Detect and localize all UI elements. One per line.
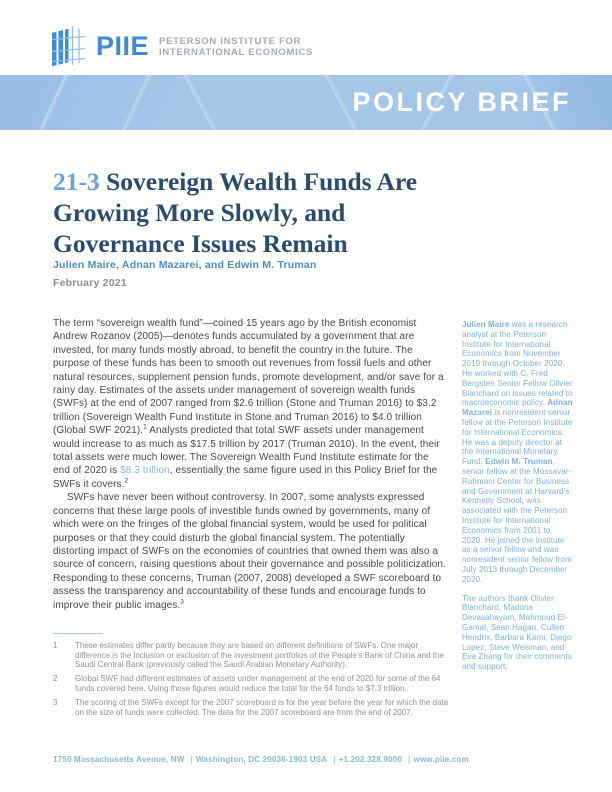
footnote-reference: 2 — [124, 477, 129, 485]
acknowledgments: The authors thank Olivier Blanchard, Madona Devasahayam, Mahmoud El-Gamal, Sean Hagan, Cullen Hendrix, Barbara Karni, Diego Lopez, Steve Weisman, and Eva Zhang for their comments and support. — [462, 593, 572, 672]
footnotes — [53, 641, 455, 722]
footnote-reference: 3 — [180, 598, 185, 606]
footer-address: 1750 Massachusetts Avenue, NW — [53, 755, 185, 764]
text-segment: was a research analyst at the Peterson Institute for International Economics from November 2019 through October 2020. He worked with C. Fred Bergsten Senior Fellow Olivier Blanchard on issues related to macroeconomic policy. — [462, 320, 573, 408]
footnote-2 — [53, 674, 455, 693]
text-segment: Julien Maire — [462, 320, 510, 329]
publication-date: February 2021 — [53, 277, 127, 289]
text-segment: , essentially the same figure used in this Policy Brief for the SWFs it covers. — [53, 465, 438, 490]
text-segment: The term “sovereign wealth fund”—coined 15 years ago by the British economist Andrew Rozanov (2005)—denotes funds accumulated by a government that are invested, for many funds mostly abroad, to benefit the country in the future. The purpose of these funds has been to smooth out revenues from fossil fuels and other natural resources, supplement pension funds, promote development, and/or save for a rainy day. Estimates of the assets under management of sovereign wealth funds (SWFs) at the end of 2007 ranged from $2.6 trillion (Stone and Truman 2016) to $3.2 trillion (Sovereign Wealth Fund Institute in Stone and Truman 2016) to $4.0 trillion (Global SWF 2021). — [53, 318, 444, 437]
institute-name-line1: PETERSON INSTITUTE FOR — [159, 35, 302, 47]
inline-link[interactable]: $8.3 trillion — [120, 465, 170, 477]
piie-building-icon — [51, 24, 87, 68]
footnote-number: 1 — [53, 641, 58, 650]
piie-logo-text: PIIE — [96, 31, 150, 61]
footnote-number: 3 — [53, 697, 58, 707]
text-segment: SWFs have never been without controversy. In 2007, some analysts expressed concerns that these large pools of investible funds owned by governments, many of which were on the fringes of the global financial system, would be used for political purposes or that they could disturb the global financial system. The potentially distorting impact of SWFs on the economies of countries that owned them was also a source of concern, raising questions about their governance and possible politicization. Responding to these concerns, Truman (2007, 2008) developed a SWF scoreboard to assess the transparency and accountability of these funds and encourage funds to improve their public images. — [53, 492, 446, 611]
text-segment: Edwin M. Truman — [485, 457, 553, 467]
policy-brief-banner — [0, 75, 612, 130]
footer-city: Washington, DC 20036-1903 USA — [195, 755, 328, 764]
text-segment: , senior fellow at the Mossavar-Rahmani Center for Business and Government at Harvard’s Kennedy School, was associated with the Peterson Institute for International Economics from 2001 to 2020. He joined the Institute as a senior fellow and was nonresident senior fellow from July 2013 through December 2020. — [462, 457, 572, 584]
page-title — [53, 166, 465, 259]
footer-website-link[interactable]: www.piie.com — [413, 755, 469, 764]
title-text: Sovereign Wealth Funds Are Growing More Slowly, and Governance Issues Remain — [53, 167, 418, 259]
footer-separator: | — [408, 755, 411, 764]
text-segment: Adnan Mazarei — [462, 398, 573, 418]
footer-separator: | — [333, 755, 336, 764]
text-segment: is nonresident senior fellow at the Peterson Institute for International Economics. He was a deputy director at the International Monetary Fund. — [462, 408, 573, 467]
banner-label: POLICY BRIEF — [352, 86, 571, 117]
page-footer — [53, 755, 573, 764]
author-bio — [462, 320, 573, 585]
footnote-reference: 1 — [143, 423, 147, 431]
footnote-text: Global SWF had different estimates of assets under management at the end of 2020 for some of the 64 funds covered here. Using those figures would reduce the total for the 64 funds to $7.3 trillion. — [75, 674, 441, 693]
footnote-text: These estimates differ partly because they are based on different definitions of SWFs. One major difference is the inclusion or exclusion of the investment portfolios of the People’s Bank of China and the Saudi Central Bank (previously called the Saudi Arabian Monetary Authority). — [75, 641, 444, 670]
author-bio-sidebar — [462, 320, 573, 681]
institute-name-line2: INTERNATIONAL ECONOMICS — [159, 47, 314, 58]
footer-phone: +1.202.328.9000 — [338, 755, 402, 764]
footnote-number: 2 — [53, 674, 58, 684]
body-text — [53, 317, 447, 612]
body-paragraph-2 — [53, 491, 447, 612]
footnote-divider — [53, 633, 103, 634]
header — [51, 24, 313, 68]
body-paragraph-1 — [53, 317, 447, 491]
brief-number: 21-3 — [53, 167, 100, 197]
footnote-1 — [53, 641, 455, 670]
institute-name — [159, 34, 313, 59]
footnote-text: The scoring of the SWFs except for the 2007 scoreboard is for the year before the year for which the data on the size of funds were collected. The data for the 2007 scoreboard are from the end of 2007. — [75, 697, 449, 717]
authors-line: Julien Maire, Adnan Mazarei, and Edwin M. Truman — [53, 259, 317, 271]
text-segment: Analysts predicted that total SWF assets under management would increase to as much as $17.5 trillion by 2017 (Truman 2010). In the event, their total assets were much lower. The Sovereign Wealth Fund Institute estimate for the end of 2020 is — [53, 425, 440, 477]
footer-separator: | — [190, 755, 193, 764]
footnote-3 — [53, 698, 455, 717]
